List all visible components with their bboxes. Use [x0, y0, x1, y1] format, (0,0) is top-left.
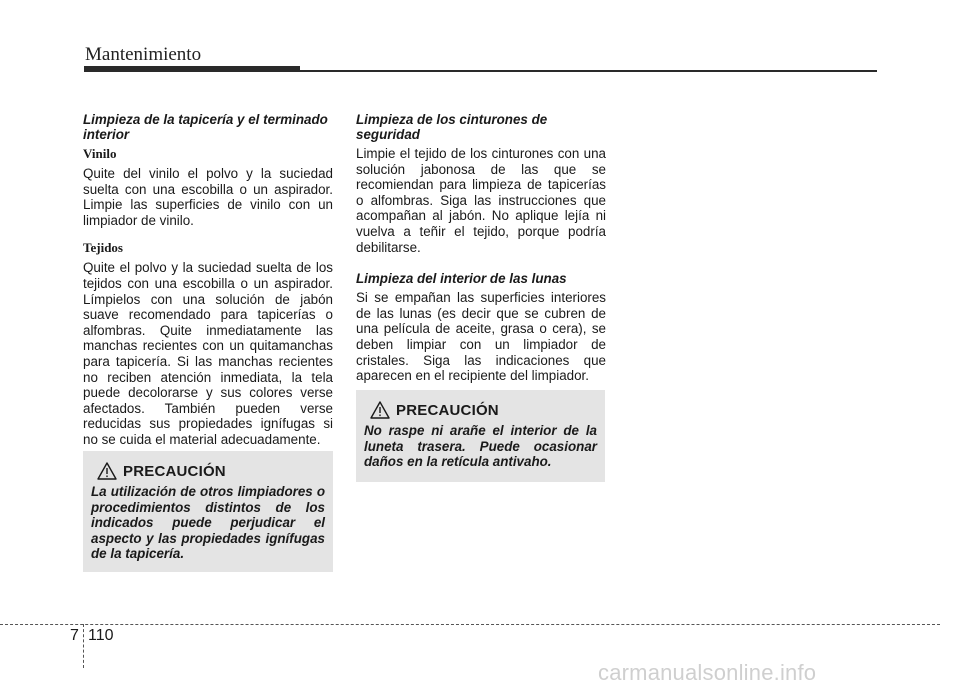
seatbelt-section-title: Limpieza de los cinturones de seguridad: [356, 112, 548, 142]
glass-caution-box: [356, 390, 605, 482]
upholstery-section-title: Limpieza de la tapicería y el terminado interior: [83, 112, 328, 142]
caution-text: No raspe ni arañe el interior de la luneta trasera. Puede ocasionar daños en la retícula antivaho.: [364, 423, 597, 470]
page-number: 110: [88, 627, 114, 644]
right-column: [356, 112, 606, 384]
warning-triangle-icon: [370, 401, 390, 419]
footer-dashed-rule: [0, 624, 940, 625]
page-header-title: Mantenimiento: [85, 44, 202, 65]
seatbelt-paragraph: Limpie el tejido de los cinturones con una solución jabonosa de las que se recomiendan para limpieza de tapicerías o alfombras. Siga las instrucciones que acompañan al jabón. No aplique lejía ni vuelva a teñir el tejido, porque podría debilitarse.: [356, 146, 606, 255]
caution-title: PRECAUCIÓN: [123, 462, 226, 480]
header-rule-thick: [84, 66, 300, 72]
vinyl-subtitle: Vinilo: [83, 146, 117, 161]
fabric-paragraph: Quite el polvo y la suciedad suelta de los tejidos con una escobilla o un aspirador. Límpielos con una solución de jabón suave recomendado para tapicerías o alfombras. Quite inmediatamente las manchas recientes con un quitamanchas para tapicería. Si las manchas recientes no reciben atención inmediata, la tela puede decolorarse y sus colores verse afectados. También pueden verse reducidas sus propiedades ignífugas si no se cuida el material adecuadamente.: [83, 260, 333, 447]
caution-text: La utilización de otros limpiadores o procedimientos distintos de los indicados puede perjudicar el aspecto y las propiedades ignífugas de la tapicería.: [91, 484, 325, 562]
footer-dashed-divider: [83, 624, 84, 668]
upholstery-caution-box: [83, 451, 333, 572]
fabric-subtitle: Tejidos: [83, 240, 123, 256]
caution-title: PRECAUCIÓN: [396, 401, 499, 419]
glass-section-title: Limpieza del interior de las lunas: [356, 271, 567, 287]
vinyl-paragraph: Quite del vinilo el polvo y la suciedad suelta con una escobilla o un aspirador. Limpie las superficies de vinilo con un limpiador de vinilo.: [83, 166, 333, 228]
glass-paragraph: Si se empañan las superficies interiores de las lunas (es decir que se cubren de una película de aceite, grasa o cera), se deben limpiar con un limpiador de cristales. Siga las indicaciones que aparecen en el recipiente del limpiador.: [356, 290, 606, 384]
watermark: carmanualsonline.info: [598, 660, 817, 685]
left-column: [83, 112, 333, 448]
warning-triangle-icon: [97, 462, 117, 480]
header-rule-thin: [300, 70, 877, 72]
chapter-number: 7: [70, 627, 79, 644]
